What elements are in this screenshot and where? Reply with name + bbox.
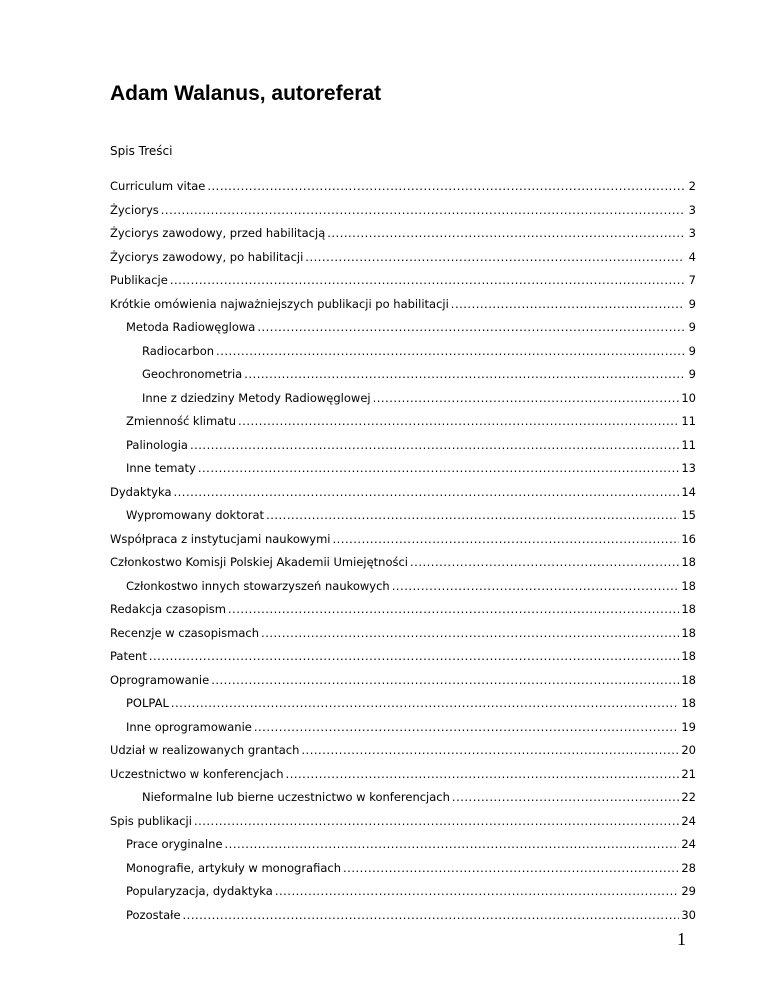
toc-dot-leader: [343, 860, 679, 876]
toc-entry[interactable]: [110, 813, 696, 837]
toc-entry-page[interactable]: 9: [688, 367, 696, 381]
toc-dot-leader: [392, 578, 680, 594]
toc-entry-title[interactable]: Spis publikacji: [110, 813, 192, 828]
toc-entry-page[interactable]: 3: [688, 226, 696, 240]
toc-entry[interactable]: [110, 648, 696, 672]
toc-entry-title[interactable]: Członkostwo innych stowarzyszeń naukowych: [126, 578, 390, 593]
toc-entry-page[interactable]: 2: [688, 179, 696, 193]
toc-entry-page[interactable]: 13: [681, 461, 696, 475]
toc-entry-page[interactable]: 18: [681, 649, 696, 663]
toc-entry-title[interactable]: Recenzje w czasopismach: [110, 625, 260, 640]
toc-entry-title[interactable]: Prace oryginalne: [126, 837, 223, 851]
toc-dot-leader: [207, 178, 684, 194]
toc-entry-title[interactable]: Udział w realizowanych grantach: [110, 743, 300, 757]
toc-dot-leader: [305, 249, 684, 265]
toc-dot-leader: [198, 460, 680, 476]
toc-entry[interactable]: [110, 366, 696, 390]
toc-entry-page[interactable]: 18: [681, 696, 696, 710]
toc-entry-title[interactable]: Zmienność klimatu: [126, 414, 237, 428]
toc-entry-page[interactable]: 18: [681, 625, 696, 640]
toc-entry-title[interactable]: Wypromowany doktorat: [126, 508, 265, 522]
toc-dot-leader: [183, 907, 680, 923]
toc-entry-page[interactable]: 9: [688, 343, 696, 358]
document-title: Adam Walanus, autoreferat: [110, 82, 382, 105]
toc-entry-title[interactable]: Członkostwo Komisji Polskiej Akademii Umiejętności: [110, 555, 409, 569]
toc-dot-leader: [149, 648, 680, 664]
toc-entry[interactable]: [110, 178, 696, 202]
toc-entry-title[interactable]: Inne z dziedziny Metody Radiowęglowej: [142, 390, 371, 405]
toc-entry-page[interactable]: 24: [681, 837, 696, 851]
toc-entry-title[interactable]: Patent: [110, 649, 147, 663]
toc-entry-page[interactable]: 16: [681, 531, 696, 546]
toc-dot-leader: [225, 836, 680, 852]
toc-dot-leader: [244, 366, 684, 382]
toc-entry-page[interactable]: 28: [681, 860, 696, 875]
toc-entry-page[interactable]: 11: [681, 437, 696, 452]
toc-entry-title[interactable]: Monografie, artykuły w monografiach: [126, 860, 342, 875]
toc-entry-title[interactable]: Inne oprogramowanie: [126, 719, 252, 734]
toc-entry-page[interactable]: 7: [688, 273, 696, 287]
toc-dot-leader: [410, 554, 679, 570]
toc-entry-page[interactable]: 4: [688, 249, 696, 264]
toc-dot-leader: [301, 742, 679, 758]
toc-dot-leader: [332, 531, 679, 547]
toc-dot-leader: [257, 319, 684, 335]
toc-entry[interactable]: [110, 672, 696, 696]
toc-entry-title[interactable]: Radiocarbon: [142, 343, 215, 358]
toc-entry-title[interactable]: Życiorys: [110, 202, 159, 217]
toc-entry-title[interactable]: Krótkie omówienia najważniejszych publikacji po habilitacji: [110, 296, 449, 311]
toc-entry[interactable]: [110, 319, 696, 343]
toc-entry-page[interactable]: 20: [681, 743, 696, 757]
toc-entry[interactable]: [110, 272, 696, 296]
toc-dot-leader: [266, 507, 679, 523]
toc-entry[interactable]: [110, 883, 696, 907]
toc-entry[interactable]: [110, 554, 696, 578]
toc-dot-leader: [327, 225, 684, 241]
toc-entry-title[interactable]: Publikacje: [110, 273, 168, 287]
toc-dot-leader: [451, 296, 684, 312]
toc-entry-page[interactable]: 11: [681, 414, 696, 428]
toc-entry-page[interactable]: 15: [681, 508, 696, 522]
toc-entry[interactable]: [110, 484, 696, 508]
toc-entry-page[interactable]: 19: [681, 719, 696, 734]
toc-entry-page[interactable]: 18: [681, 672, 696, 687]
toc-entry[interactable]: [110, 296, 696, 320]
toc-entry-page[interactable]: 22: [681, 790, 696, 804]
toc-entry-title[interactable]: POLPAL: [126, 696, 169, 710]
toc-entry[interactable]: [110, 507, 696, 531]
toc-entry-page[interactable]: 18: [681, 602, 696, 616]
toc-entry-title[interactable]: Dydaktyka: [110, 484, 172, 499]
toc-dot-leader: [254, 719, 679, 735]
toc-entry[interactable]: [110, 390, 696, 414]
toc-dot-leader: [373, 390, 680, 406]
toc-entry-page[interactable]: 10: [681, 390, 696, 405]
toc-entry-title[interactable]: Metoda Radiowęglowa: [126, 320, 256, 334]
toc-entry-title[interactable]: Redakcja czasopism: [110, 602, 226, 616]
toc-entry[interactable]: [110, 225, 696, 249]
toc-entry-title[interactable]: Współpraca z instytucjami naukowymi: [110, 531, 331, 546]
toc-entry[interactable]: [110, 437, 696, 461]
toc-entry-page[interactable]: 14: [681, 484, 696, 499]
toc-entry-page[interactable]: 30: [681, 907, 696, 922]
toc-entry-title[interactable]: Życiorys zawodowy, przed habilitacją: [110, 226, 326, 240]
toc-entry[interactable]: [110, 907, 696, 931]
toc-entry-title[interactable]: Inne tematy: [126, 461, 196, 475]
toc-entry[interactable]: [110, 202, 696, 226]
toc-entry-page[interactable]: 3: [688, 202, 696, 217]
toc-dot-leader: [275, 883, 680, 899]
toc-entry[interactable]: [110, 249, 696, 273]
toc-entry-page[interactable]: 24: [681, 813, 696, 828]
toc-entry[interactable]: [110, 789, 696, 813]
toc-entry-page[interactable]: 18: [681, 555, 696, 569]
toc-entry[interactable]: [110, 742, 696, 766]
toc-entry[interactable]: [110, 601, 696, 625]
table-of-contents: [110, 178, 696, 930]
toc-entry[interactable]: [110, 766, 696, 790]
toc-heading: Spis Treści: [110, 144, 173, 158]
toc-dot-leader: [228, 601, 679, 617]
toc-entry[interactable]: [110, 578, 696, 602]
toc-entry-title[interactable]: Popularyzacja, dydaktyka: [126, 884, 273, 898]
toc-entry-page[interactable]: 9: [688, 320, 696, 334]
toc-entry-page[interactable]: 29: [681, 884, 696, 898]
toc-entry[interactable]: [110, 531, 696, 555]
toc-dot-leader: [170, 272, 684, 288]
toc-dot-leader: [174, 484, 680, 500]
toc-entry-title[interactable]: Palinologia: [126, 437, 188, 452]
toc-entry-title[interactable]: Oprogramowanie: [110, 672, 210, 687]
page-number: 1: [677, 929, 686, 949]
toc-entry[interactable]: [110, 625, 696, 649]
toc-entry-title[interactable]: Pozostałe: [126, 907, 181, 922]
toc-entry[interactable]: [110, 860, 696, 884]
toc-dot-leader: [238, 413, 679, 429]
toc-entry-title[interactable]: Uczestnictwo w konferencjach: [110, 766, 284, 781]
toc-dot-leader: [190, 437, 679, 453]
toc-entry[interactable]: [110, 719, 696, 743]
toc-dot-leader: [171, 695, 679, 711]
toc-entry[interactable]: [110, 695, 696, 719]
toc-entry-page[interactable]: 18: [681, 578, 696, 593]
toc-dot-leader: [211, 672, 679, 688]
toc-dot-leader: [286, 766, 680, 782]
toc-dot-leader: [452, 789, 679, 805]
toc-entry[interactable]: [110, 836, 696, 860]
toc-entry-title[interactable]: Nieformalne lub bierne uczestnictwo w konferencjach: [142, 790, 450, 804]
toc-entry-title[interactable]: Geochronometria: [142, 367, 243, 381]
toc-dot-leader: [261, 625, 679, 641]
toc-entry[interactable]: [110, 413, 696, 437]
toc-entry[interactable]: [110, 343, 696, 367]
toc-dot-leader: [161, 202, 684, 218]
toc-dot-leader: [216, 343, 684, 359]
toc-entry-page[interactable]: 21: [681, 766, 696, 781]
toc-entry-page[interactable]: 9: [688, 296, 696, 311]
toc-entry-title[interactable]: Życiorys zawodowy, po habilitacji: [110, 249, 304, 264]
toc-dot-leader: [194, 813, 679, 829]
toc-entry[interactable]: [110, 460, 696, 484]
toc-entry-title[interactable]: Curriculum vitae: [110, 179, 206, 193]
